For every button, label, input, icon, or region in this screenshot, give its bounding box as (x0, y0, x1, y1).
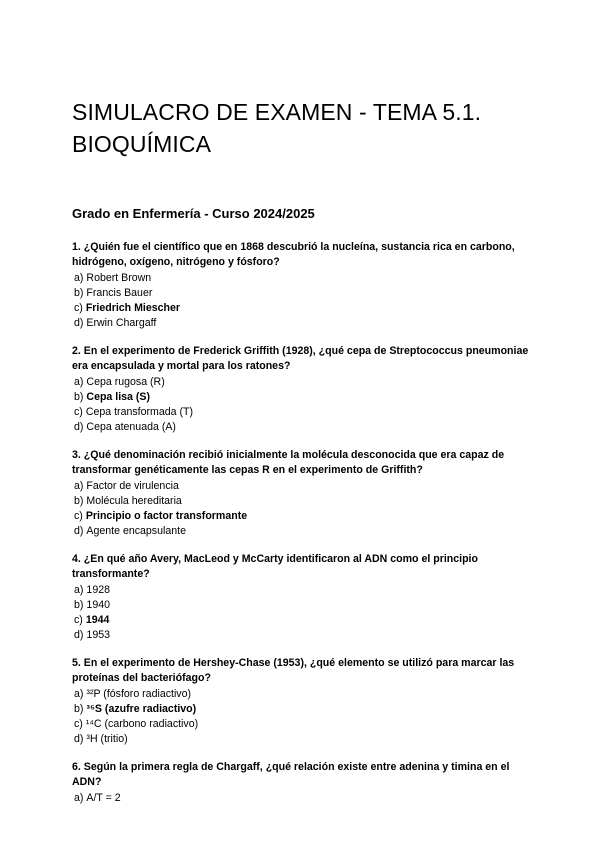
answer-option (74, 286, 540, 301)
option-letter: c) (74, 718, 83, 730)
option-text: Molécula hereditaria (86, 495, 182, 507)
question-text: 4. ¿En qué año Avery, MacLeod y McCarty identificaron al ADN como el principio transformante? (72, 553, 478, 580)
question-2 (72, 344, 540, 435)
option-text: 1944 (85, 614, 110, 626)
option-text: 1940 (86, 599, 110, 611)
answer-option-correct (74, 702, 540, 717)
option-letter: c) (74, 302, 83, 314)
option-letter: d) (74, 629, 84, 641)
option-letter: b) (74, 391, 84, 403)
option-text: Robert Brown (86, 272, 152, 284)
option-text: A/T = 2 (86, 792, 121, 804)
answer-options (72, 791, 540, 806)
answer-option (74, 732, 540, 747)
option-text: 1928 (86, 584, 110, 596)
answer-options (72, 687, 540, 747)
option-text: Agente encapsulante (86, 525, 186, 537)
option-text: Francis Bauer (86, 287, 153, 299)
answer-option (74, 524, 540, 539)
question-3 (72, 448, 540, 539)
option-letter: c) (74, 406, 83, 418)
option-text: ³⁵S (azufre radiactivo) (86, 703, 197, 715)
answer-option-correct (74, 390, 540, 405)
answer-option (74, 375, 540, 390)
option-text: Principio o factor transformante (85, 510, 248, 522)
option-letter: c) (74, 510, 83, 522)
answer-option (74, 717, 540, 732)
option-letter: a) (74, 584, 84, 596)
option-text: 1953 (86, 629, 110, 641)
option-letter: d) (74, 421, 84, 433)
answer-options (72, 479, 540, 539)
option-letter: d) (74, 525, 84, 537)
option-letter: a) (74, 272, 84, 284)
option-letter: b) (74, 599, 84, 611)
answer-option (74, 791, 540, 806)
answer-option-correct (74, 509, 540, 524)
question-list (72, 240, 540, 806)
question-5 (72, 656, 540, 747)
option-letter: a) (74, 480, 84, 492)
answer-option (74, 687, 540, 702)
answer-option (74, 583, 540, 598)
option-text: Cepa atenuada (A) (86, 421, 176, 433)
question-1 (72, 240, 540, 331)
answer-option (74, 316, 540, 331)
answer-options (72, 375, 540, 435)
option-letter: b) (74, 495, 84, 507)
document-subtitle: Grado en Enfermería - Curso 2024/2025 (72, 206, 315, 221)
answer-options (72, 583, 540, 643)
option-text: ³H (tritio) (86, 733, 128, 745)
option-text: Cepa lisa (S) (86, 391, 151, 403)
option-letter: b) (74, 287, 84, 299)
option-text: Cepa transformada (T) (85, 406, 193, 418)
option-letter: a) (74, 688, 84, 700)
question-text: 5. En el experimento de Hershey-Chase (1953), ¿qué elemento se utilizó para marcar las proteínas del bacteriófago? (72, 657, 515, 684)
option-text: Cepa rugosa (R) (86, 376, 165, 388)
answer-option (74, 494, 540, 509)
answer-option (74, 405, 540, 420)
question-6 (72, 760, 540, 806)
question-text: 1. ¿Quién fue el científico que en 1868 descubrió la nucleína, sustancia rica en carbono, hidrógeno, oxígeno, nitrógeno y fósforo? (72, 241, 515, 268)
option-letter: a) (74, 792, 84, 804)
question-4 (72, 552, 540, 643)
option-text: ¹⁴C (carbono radiactivo) (85, 718, 199, 730)
answer-option (74, 598, 540, 613)
option-text: Erwin Chargaff (86, 317, 157, 329)
document-title: SIMULACRO DE EXAMEN - TEMA 5.1. BIOQUÍMICA (72, 99, 482, 157)
option-letter: b) (74, 703, 84, 715)
option-letter: d) (74, 317, 84, 329)
option-text: ³²P (fósforo radiactivo) (86, 688, 192, 700)
answer-option (74, 420, 540, 435)
option-letter: a) (74, 376, 84, 388)
answer-option (74, 628, 540, 643)
answer-option (74, 479, 540, 494)
answer-option-correct (74, 613, 540, 628)
option-text: Friedrich Miescher (85, 302, 181, 314)
question-text: 2. En el experimento de Frederick Griffith (1928), ¿qué cepa de Streptococcus pneumoniae era encapsulada y mortal para los ratones? (72, 345, 529, 372)
answer-option-correct (74, 301, 540, 316)
question-text: 6. Según la primera regla de Chargaff, ¿qué relación existe entre adenina y timina en el ADN? (72, 761, 510, 788)
option-letter: d) (74, 733, 84, 745)
question-text: 3. ¿Qué denominación recibió inicialmente la molécula desconocida que era capaz de transformar genéticamente las cepas R en el experimento de Griffith? (72, 449, 505, 476)
answer-option (74, 271, 540, 286)
option-letter: c) (74, 614, 83, 626)
option-text: Factor de virulencia (86, 480, 179, 492)
answer-options (72, 271, 540, 331)
